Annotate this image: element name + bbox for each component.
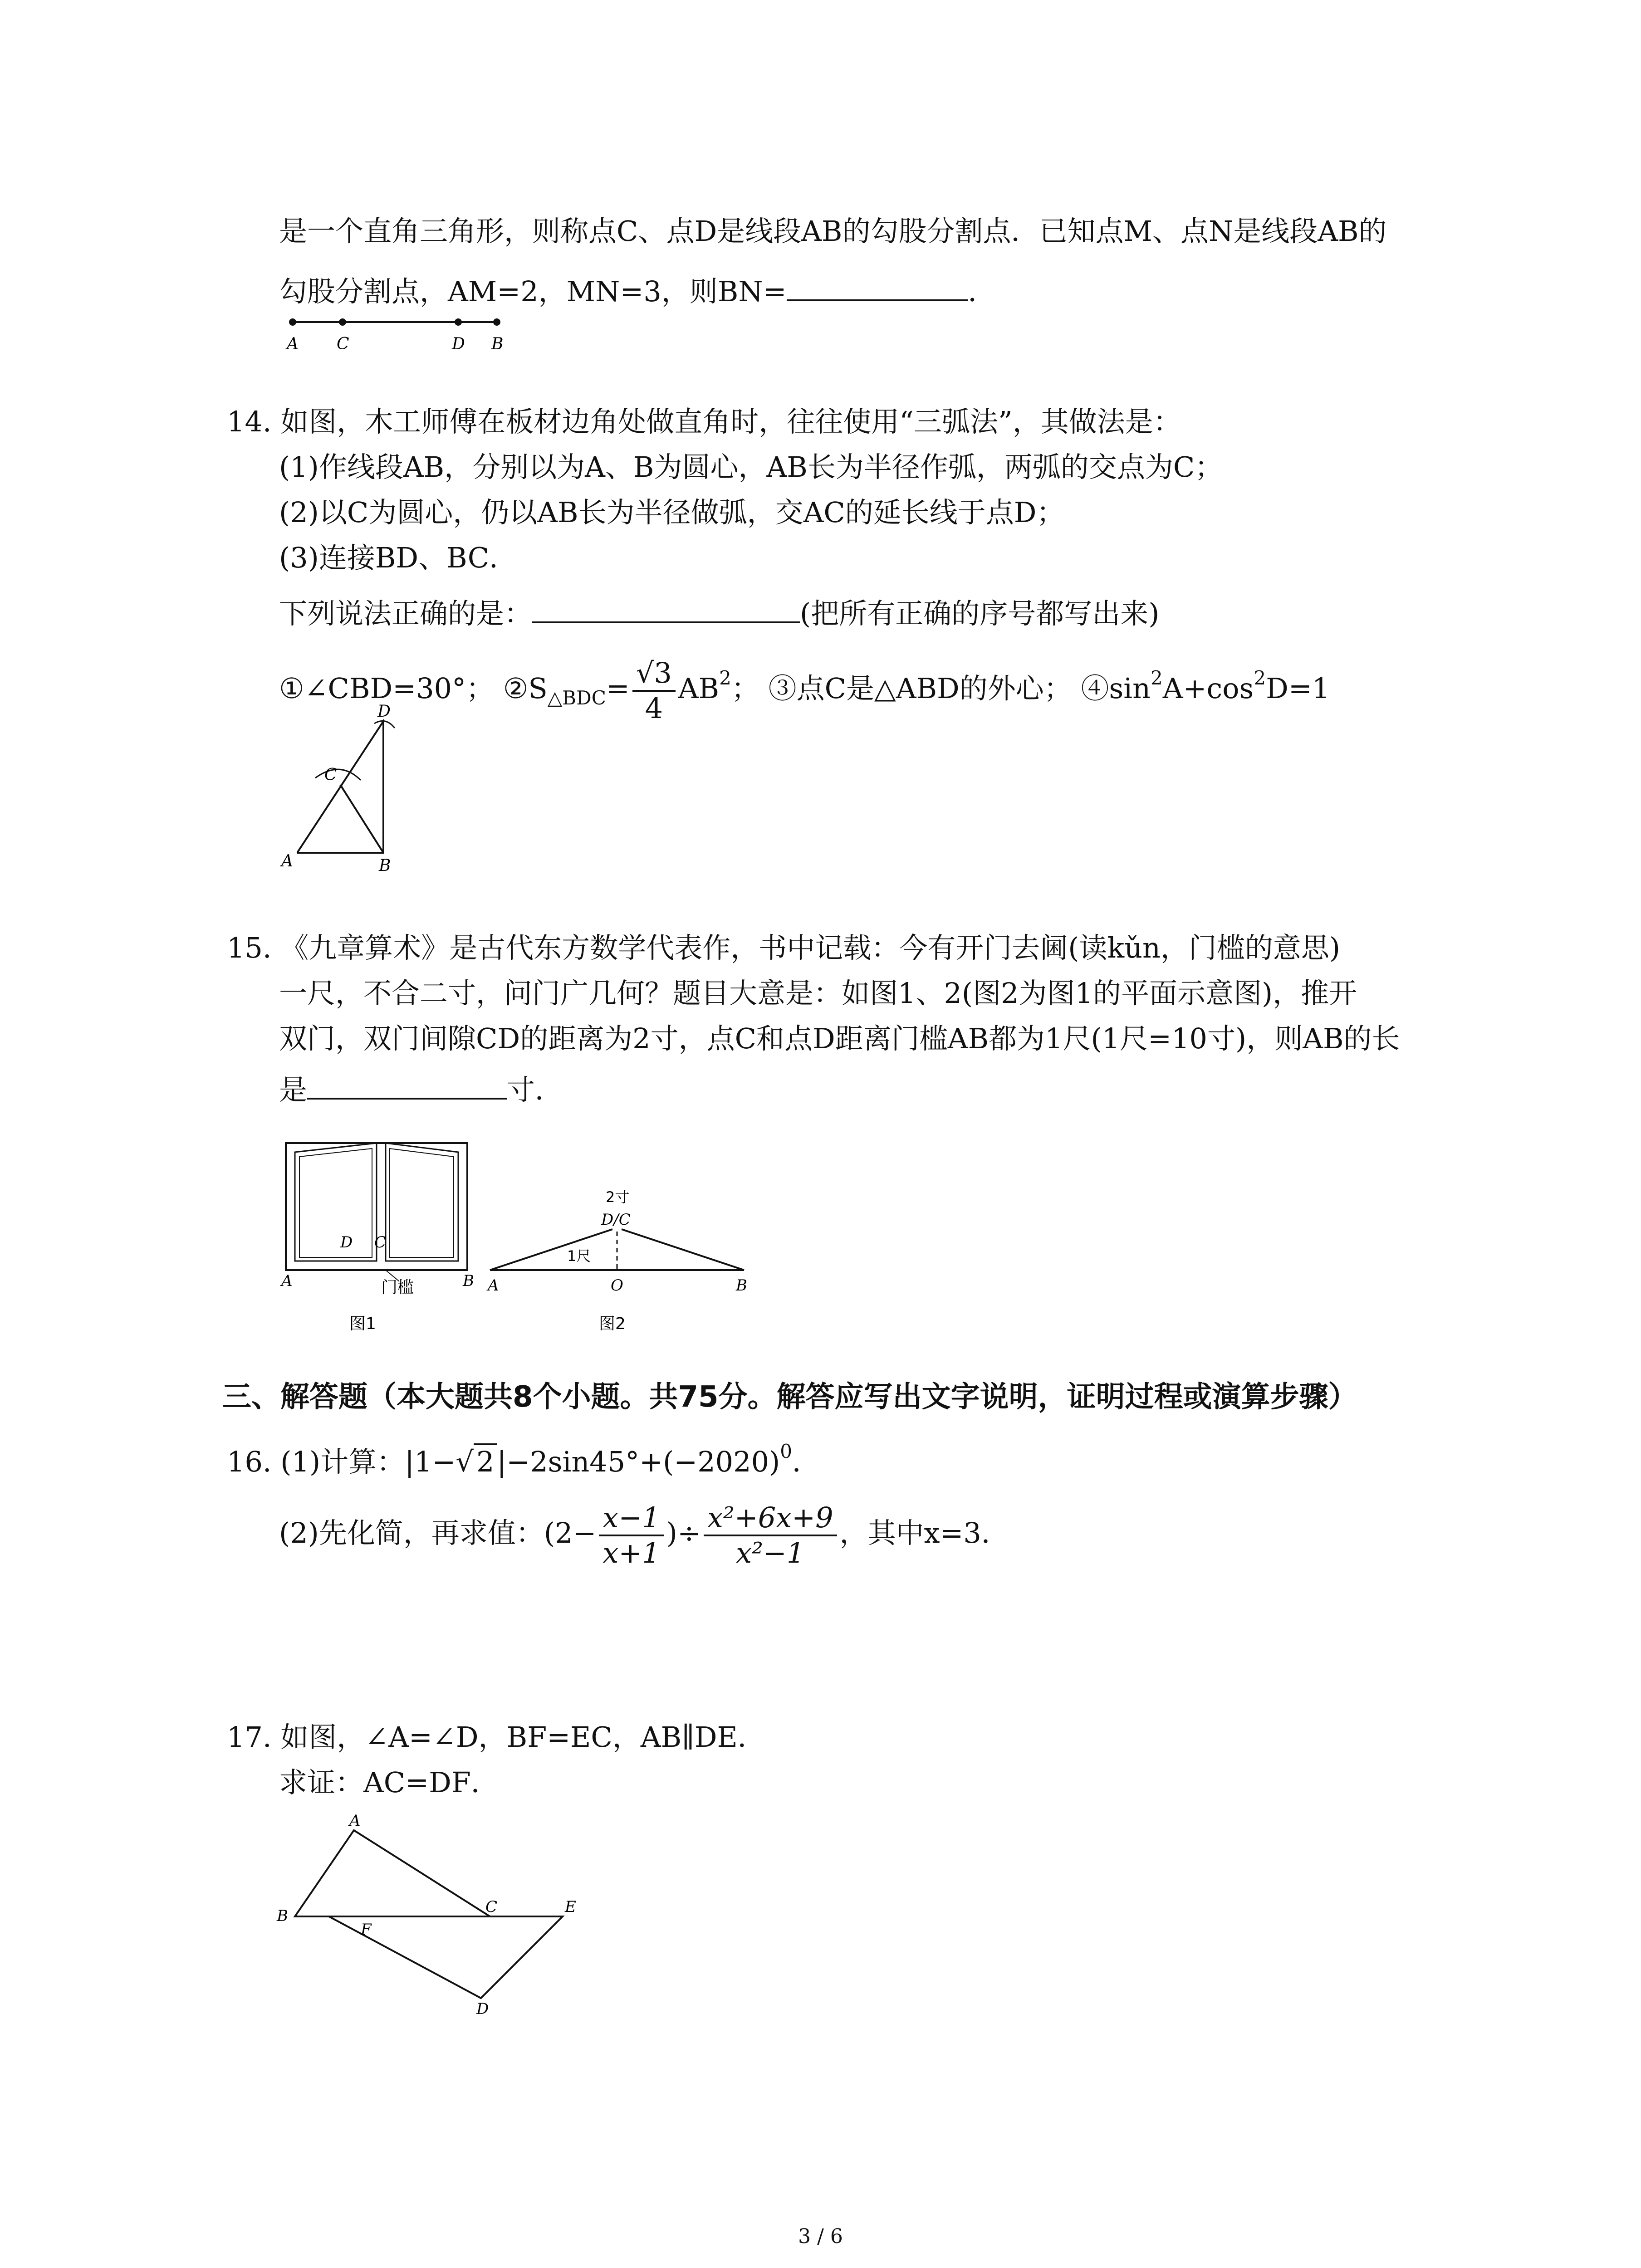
q14-prompt-note: (把所有正确的序号都写出来) [800, 597, 1160, 630]
q16-part1: 16. (1)计算：$|1-√2|-2\sin 45^\circ+(-2020)^0$． [227, 1440, 820, 1478]
q14-options [279, 644, 1330, 732]
q14-label-d: D [377, 703, 391, 721]
q15-line3: 双门，双门间隙CD的距离为2寸，点C和点D距离门槛AB都为1尺(1尺=10寸)，则AB的长 [279, 1022, 1400, 1055]
q14-option4: $④\sin^2A+\cos^2D=1$ [1081, 667, 1330, 705]
q14-three-arc-figure [272, 703, 417, 875]
q15-fig1-left-door-inner [299, 1149, 372, 1257]
q13-label-b: B [491, 335, 504, 353]
q13-line1: 是一个直角三角形，则称点C、点D是线段AB的勾股分割点．已知点M、点N是线段AB的 [279, 215, 1387, 248]
q15-fig2-label-2cun: 2寸 [606, 1188, 630, 1206]
q14-step1: (1)作线段AB，分别以为A、B为圆心，AB长为半径作弧，两弧的交点为C； [279, 450, 1223, 484]
q16-sqrt-sign: √ [456, 1445, 474, 1478]
q15-fig1-right-door-inner [389, 1149, 454, 1257]
q15-line4 [279, 1070, 563, 1108]
q15-line1: 15. 《九章算术》是古代东方数学代表作，书中记载：今有开门去阃(读kǔn，门槛的意思) [227, 931, 1341, 964]
q15-fig2-label-o: O [611, 1276, 623, 1295]
q15-line4-text: 是 [279, 1073, 308, 1106]
q13-point-b [493, 318, 500, 326]
q15-fig2-label-a: A [488, 1276, 499, 1295]
q14-option3: ③点C是△ABD的外心； [768, 672, 1072, 705]
q13-line2-text: 勾股分割点，AM=2，MN=3，则BN= [279, 275, 787, 308]
page-number: 3 / 6 [798, 2225, 843, 2248]
q13-line2-end: ． [968, 275, 996, 308]
q14-stem: 14. 如图，木工师傅在板材边角处做直角时，往往使用“三弧法”，其做法是： [227, 405, 1181, 438]
q13-answer-blank[interactable] [787, 272, 968, 301]
q17-label-d: D [476, 2000, 489, 2018]
q15-fig1-threshold-label: 门槛 [381, 1278, 414, 1297]
q17-label-e: E [565, 1898, 576, 1916]
q15-fig1-label-b: B [463, 1272, 474, 1290]
q14-answer-blank[interactable] [532, 594, 800, 623]
q17-line1: 17. 如图，∠A=∠D，BF=EC，AB∥DE． [227, 1721, 766, 1754]
q13-point-c [339, 318, 346, 326]
q15-line2: 一尺，不合二寸，问门广几何？题目大意是：如图1、2(图2为图1的平面示意图)，推开 [279, 977, 1357, 1010]
q15-line4-end: 寸． [507, 1073, 563, 1106]
q17-label-c: C [485, 1898, 498, 1916]
q14-prompt-text: 下列说法正确的是： [279, 597, 533, 630]
q15-fig1-label-a: A [281, 1272, 293, 1290]
q17-label-a: A [349, 1812, 361, 1830]
q13-label-c: C [337, 335, 349, 353]
q14-step3: (3)连接BD、BC． [279, 541, 518, 574]
q14-arc-d [374, 721, 395, 728]
section3-heading: 三、解答题（本大题共8个小题。共75分。解答应写出文字说明，证明过程或演算步骤） [222, 1380, 1357, 1414]
q15-answer-blank[interactable] [307, 1070, 507, 1100]
q14-step2: (2)以C为圆心，仍以AB长为半径做弧，交AC的延长线于点D； [279, 496, 1065, 529]
q14-arc-c [315, 769, 361, 780]
q13-label-d: D [452, 335, 465, 353]
q17-triangle-abc [295, 1830, 490, 1916]
q14-option2-fraction: $\frac{√3}{4}$ [632, 656, 676, 725]
q15-fig1-right-door [386, 1143, 458, 1261]
q13-label-a: A [287, 335, 299, 353]
q15-figure1 [272, 1125, 499, 1334]
q16-fraction1: $\frac{x-1}{x+1}$ [599, 1501, 663, 1570]
q14-label-c: C [324, 766, 337, 784]
q16-sqrt-value: 2 [474, 1443, 497, 1478]
q14-label-b: B [379, 856, 391, 875]
q17-figure [272, 1810, 599, 2019]
q14-prompt [279, 594, 1159, 632]
q15-fig1-left-door [295, 1143, 377, 1261]
q13-segment-figure [272, 313, 526, 358]
q15-fig1-label-d: D [340, 1233, 353, 1251]
q15-fig2-label-b: B [736, 1276, 747, 1295]
q15-fig2-left-door [490, 1229, 612, 1270]
q15-fig2-caption: 图2 [599, 1315, 626, 1333]
q17-line2: 求证：AC=DF． [279, 1766, 499, 1799]
q14-segment-bc [340, 785, 383, 853]
q13-point-a [289, 318, 296, 326]
q15-fig1-label-c: C [374, 1233, 387, 1251]
q15-figure2 [476, 1179, 758, 1334]
q14-option1: ①∠CBD=30°； [279, 672, 495, 705]
q16-fraction2: $\frac{\text{x²+6x+9}}{\text{x²−1}}$ [704, 1501, 837, 1570]
q14-label-a: A [281, 852, 293, 870]
q15-fig2-right-door [622, 1229, 744, 1270]
q15-fig2-label-dc: D/C [601, 1211, 631, 1229]
q13-line2 [279, 272, 996, 310]
q17-label-b: B [277, 1907, 288, 1925]
q17-label-f: F [361, 1921, 372, 1939]
q14-option2: $②S_{\triangle BDC}=$ $\frac{√3}{4}$ $AB^2$； [503, 656, 759, 725]
q13-point-d [455, 318, 462, 326]
q16-part2: (2)先化简，再求值：(2− $\frac{x-1}{x+1}$ )÷ $\frac{\text{x²+6x+9}}{\text{x²−1}}$ ，其中x=3． [279, 1501, 1009, 1569]
q15-fig1-caption: 图1 [349, 1315, 376, 1333]
q15-fig2-label-1chi: 1尺 [567, 1247, 591, 1265]
